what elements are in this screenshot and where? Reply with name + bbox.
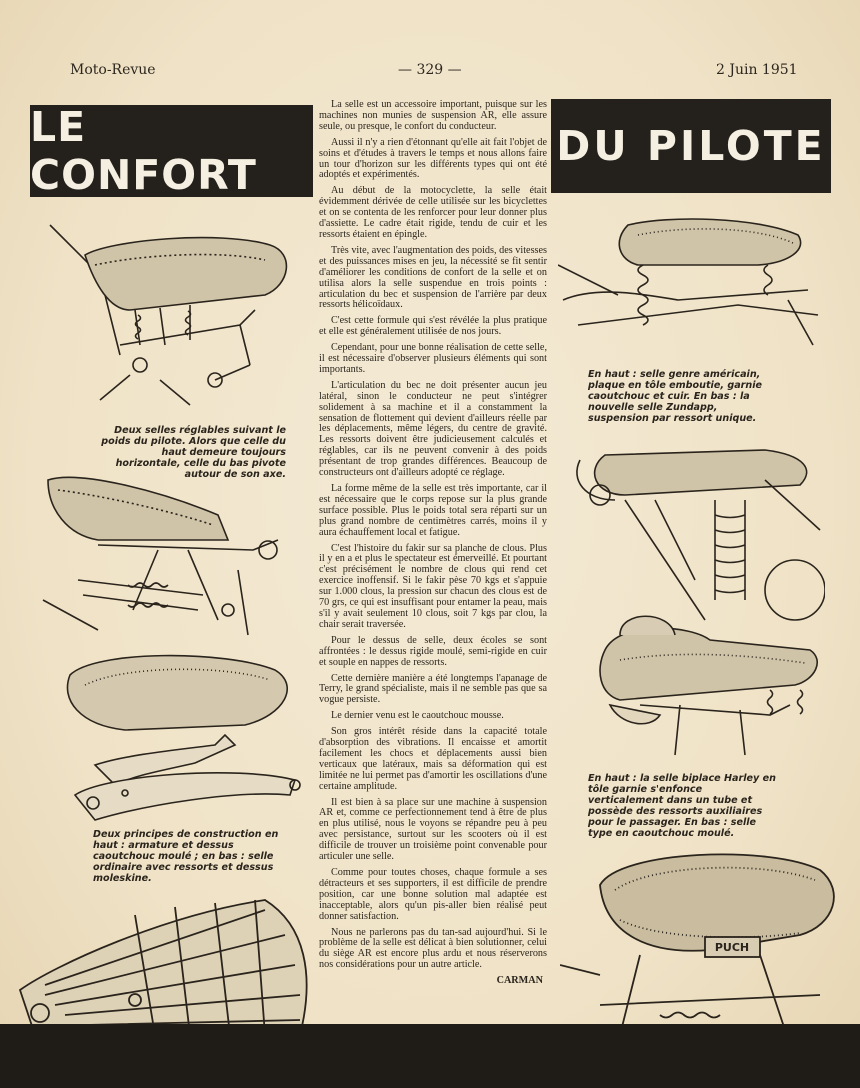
- article-paragraph: Aussi il n'y a rien d'étonnant qu'elle ait fait l'objet de soins et d'études à travers le temps et nous allons faire un tour d'horizon sur les différents types qui ont été adoptés et expérimentés.: [319, 136, 547, 181]
- article-paragraph: Son gros intérêt réside dans la capacité totale d'absorption des vibrations. Il encaisse et amortit facilement les chocs et déplacements aussi bien verticaux que latéraux, mais sa déformation qui est limitée ne lui permet pas d'amortir les oscillations d'une certaine amplitude.: [319, 726, 547, 792]
- caption-top-left: Deux selles réglables suivant le poids du pilote. Alors que celle du haut demeure toujours horizontale, celle du bas pivote autour de son axe.: [101, 425, 286, 480]
- article-paragraph: Nous ne parlerons pas du tan-sad aujourd'hui. Si le problème de la selle est délicat à bien solutionner, celui du siège AR est encore plus ardu et nous réserverons nos considérations pour un autre article.: [319, 926, 547, 971]
- magazine-name: Moto-Revue: [70, 62, 156, 78]
- sprung-saddle-drawing: [40, 215, 310, 415]
- caption-bottom-right: En haut : la selle biplace Harley en tôle garnie s'enfonce verticalement dans un tube et possède des ressorts auxiliaires pour le passager. En bas : selle type en caoutchouc moulé.: [588, 773, 776, 839]
- article-paragraph: Très vite, avec l'augmentation des poids, des vitesses et des puissances mises en jeu, la nécessité se fit sentir d'améliorer les conditions de confort de la selle et on utilisa alors la selle suspendue en trois points : articulation du bec et suspension de l'arrière par deux ressorts hélicoïdaux.: [319, 244, 547, 311]
- puch-label: PUCH: [714, 941, 750, 954]
- title-right-band: [551, 99, 831, 193]
- pivoting-saddle-drawing: [38, 470, 298, 640]
- title-left-band: [30, 105, 313, 197]
- bottom-dark-band: [0, 1024, 860, 1088]
- zundapp-saddle-drawing: [565, 440, 825, 625]
- issue-date: 2 Juin 1951: [716, 62, 798, 78]
- moulded-rubber-saddle-drawing: [55, 645, 305, 825]
- article-column: [319, 100, 547, 992]
- author-signature: CARMAN: [496, 975, 543, 987]
- article-paragraph: Le dernier venu est le caoutchouc mousse.: [331, 710, 504, 722]
- article-paragraph: C'est cette formule qui s'est révélée la plus pratique et elle est généralement utilisée de nos jours.: [319, 315, 547, 338]
- article-paragraph: Au début de la motocyclette, la selle était évidemment dérivée de celle utilisée sur les bicyclettes et on se contenta de les renforcer pour leur donner plus d'assiette. Le cadre était rigide, tendu de cuir et les ressorts étaient en épingle.: [319, 185, 547, 240]
- article-paragraph: Cependant, pour une bonne réalisation de cette selle, il est nécessaire d'observer plusieurs éléments qui sont importants.: [319, 342, 547, 375]
- caption-top-right: En haut : selle genre américain, plaque en tôle emboutie, garnie caoutchouc et cuir. En bas : la nouvelle selle Zundapp, suspension par ressort unique.: [588, 369, 763, 424]
- article-paragraph: La forme même de la selle est très importante, car il est nécessaire que le corps repose sur la plus grande surface possible. Plus le poids total sera réparti sur un plus grand nombre de centimètres carrés, moins il y aura échauffement local et fatigue.: [319, 483, 547, 538]
- article-paragraph: Comme pour toutes choses, chaque formule a ses détracteurs et ses supporters, il est difficile de prendre position, car une bonne solution mal adaptée est inacceptable, alors qu'un pis-aller bien réalisé peut donner satisfaction.: [319, 867, 547, 922]
- caption-bottom-left: Deux principes de construction en haut : armature et dessus caoutchouc moulé ; en bas : selle ordinaire avec ressorts et dessus moleskine.: [93, 829, 279, 884]
- article-paragraph: L'articulation du bec ne doit présenter aucun jeu latéral, sinon le conducteur ne peut s'intégrer solidement à sa machine et il a constamment la sensation de flottement qui devient d'ailleurs réelle par les déplacements, même légers, du centre de gravité. Les ressorts doivent être judicieusement calculés et réglables, car ils ne peuvent convenir à des poids présentant de trop grandes différences. Beaucoup de constructeurs ont d'ailleurs adopté ce réglage.: [319, 379, 547, 479]
- title-left: LE CONFORT: [30, 103, 257, 199]
- article-paragraph: Pour le dessus de selle, deux écoles se sont affrontées : le dessus rigide moulé, semi-rigide en cuir et souple en nappes de ressorts.: [319, 634, 547, 668]
- article-paragraph: Cette dernière manière a été longtemps l'apanage de Terry, le grand spécialiste, mais il ne semble pas que sa vogue persiste.: [319, 672, 547, 706]
- american-type-saddle-drawing: [558, 205, 823, 360]
- article-paragraph: Il est bien à sa place sur une machine à suspension AR et, comme ce perfectionnement tend à être de plus en plus utilisé, nous le voyons se répandre peu à peu avec persistance, surtout sur les scooters où il est difficile de trouver un troisième point convenable pour articuler une selle.: [319, 796, 547, 863]
- title-right: DU PILOTE: [556, 122, 826, 170]
- page-number: — 329 —: [398, 62, 462, 78]
- coil-spring-saddle-drawing: [15, 895, 315, 1045]
- article-paragraph: C'est l'histoire du fakir sur sa planche de clous. Plus il y en a et plus le spectateur est émerveillé. Et pourtant c'est précisément le nombre de clous qui rend cet exercice inoffensif. Si le fakir pèse 70 kgs et s'appuie sur 1.000 clous, la pression sur chacun des clous est de 70 grs, ce qui est insuffisant pour entamer la peau, mais s'il y avait seulement 10 clous, soit 7 kgs par clou, la chair serait traversée.: [319, 542, 547, 630]
- article-paragraph: La selle est un accessoire important, puisque sur les machines non munies de suspension AR, elle assure seule, ou presque, le confort du conducteur.: [319, 99, 547, 132]
- harley-pillion-saddle-drawing: [580, 605, 825, 760]
